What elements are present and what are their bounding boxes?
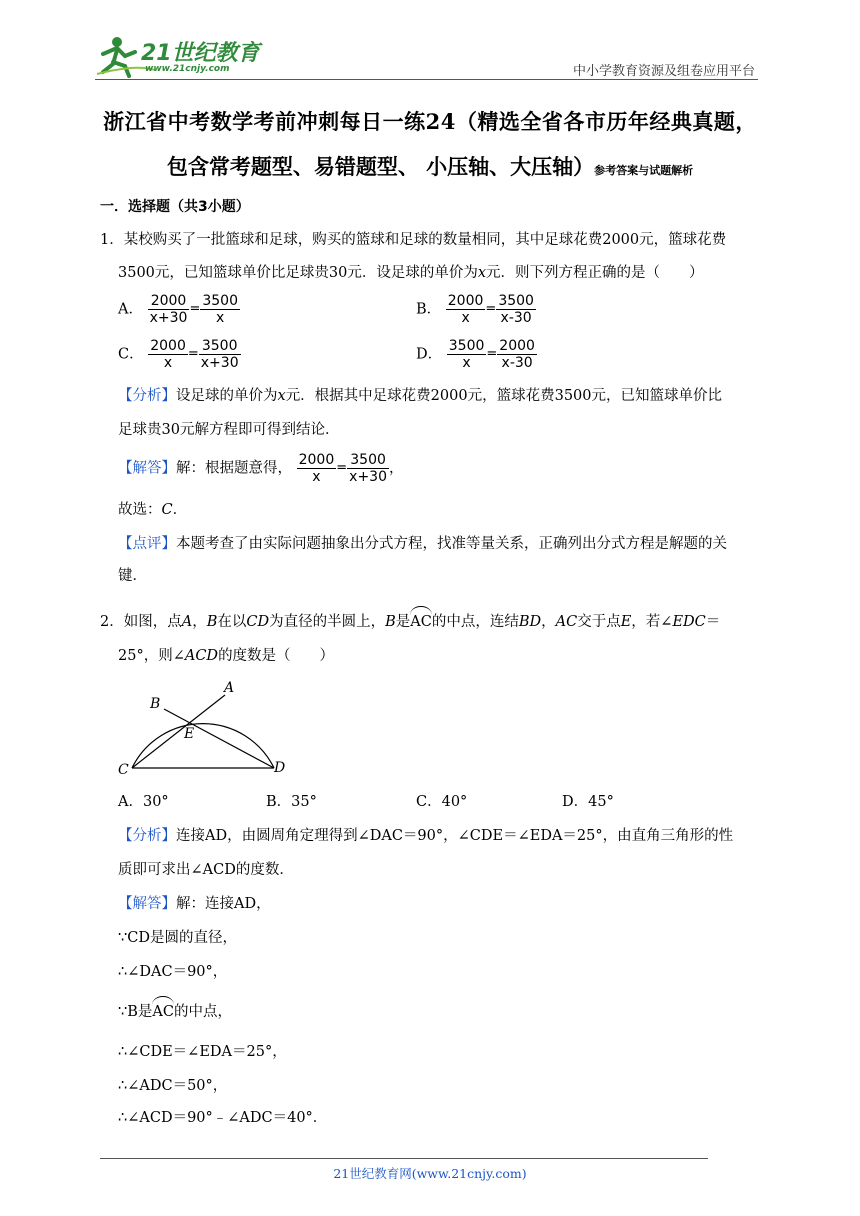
answer-tag: 【解答】 <box>118 896 176 912</box>
q2-answer: 【解答】解：连接AD， <box>118 896 271 912</box>
point-d-label: D <box>274 760 286 776</box>
comment-tag: 【点评】 <box>118 536 176 552</box>
answer-tag: 【解答】 <box>118 460 176 477</box>
q2-stem-line1: 2．如图，点A，B在以CD为直径的半圆上，B是AC的中点，连结BD，AC交于点E，若∠EDC＝ <box>100 614 721 630</box>
q1-stem-line2: 3500元，已知篮球单价比足球贵30元．设足球的单价为x元．则下列方程正确的是（ ） <box>118 265 704 281</box>
arc-ac-symbol: AC <box>410 614 432 630</box>
q1-option-a: A． $\frac{2000}{x+30}$ = $\frac{3500}{x}$ <box>118 293 238 326</box>
q1-stem-line1: 1．某校购买了一批篮球和足球，购买的篮球和足球的数量相同，其中足球花费2000元，篮球花费 <box>100 232 727 248</box>
logo-url: www.21cnjy.com <box>145 64 230 74</box>
q2-option-b: B．35° <box>266 794 317 810</box>
q1-option-c: C． $\frac{2000}{x}$ = $\frac{3500}{x+30}$ <box>118 338 239 371</box>
point-b-label: B <box>150 696 161 712</box>
q1-option-b: B． $\frac{2000}{x}$ = $\frac{3500}{x-30}$ <box>416 293 534 326</box>
header-divider <box>95 79 758 80</box>
arc-ac-symbol: AC <box>152 1004 174 1020</box>
section-heading: 一．选择题（共3小题） <box>100 199 250 215</box>
q1-answer: 【解答】解：根据题意得， $\frac{2000}{x}$ = $\frac{3500}{x+30}$ ， <box>118 452 404 485</box>
analysis-tag: 【分析】 <box>118 388 176 404</box>
q1-analysis-line1: 【分析】设足球的单价为x元．根据其中足球花费2000元，篮球花费3500元，已知篮球单价比 <box>118 388 722 404</box>
logo-title: 21世纪教育 <box>141 41 260 66</box>
q2-analysis-line1: 【分析】连接AD，由圆周角定理得到∠DAC＝90°，∠CDE＝∠EDA＝25°，由直角三角形的性 <box>118 828 734 844</box>
point-a-label: A <box>224 680 235 696</box>
q2-option-d: D．45° <box>562 794 614 810</box>
q1-comment-line2: 键． <box>118 568 147 584</box>
point-e-label: E <box>184 726 195 742</box>
footer-divider <box>100 1158 708 1159</box>
logo <box>95 34 265 78</box>
point-c-label: C <box>118 762 129 778</box>
q2-step-4: ∴∠CDE＝∠EDA＝25°， <box>118 1044 287 1060</box>
line-bd <box>164 709 274 768</box>
q2-option-a: A．30° <box>118 794 169 810</box>
q2-step-3: ∵B是AC的中点， <box>118 1004 232 1020</box>
q1-choice: 故选：C． <box>118 502 188 518</box>
q2-option-c: C．40° <box>416 794 468 810</box>
q1-comment-line1: 【点评】本题考查了由实际问题抽象出分式方程，找准等量关系，正确列出分式方程是解题的关 <box>118 536 727 552</box>
q2-step-2: ∴∠DAC＝90°， <box>118 964 228 980</box>
q2-step-1: ∵CD是圆的直径， <box>118 930 237 946</box>
doc-subtitle: 参考答案与试题解析 <box>594 164 694 177</box>
semicircle-figure <box>112 676 292 780</box>
q1-analysis-line2: 足球贵30元解方程即可得到结论． <box>118 422 340 438</box>
platform-name: 中小学教育资源及组卷应用平台 <box>572 64 755 79</box>
q2-step-5: ∴∠ADC＝50°， <box>118 1078 228 1094</box>
q2-analysis-line2: 质即可求出∠ACD的度数． <box>118 862 294 878</box>
line-ac <box>132 695 225 768</box>
analysis-tag: 【分析】 <box>118 828 176 844</box>
doc-title-line1: 浙江省中考数学考前冲刺每日一练24（精选全省各市历年经典真题， <box>103 109 757 134</box>
doc-title-line2: 包含常考题型、易错题型、 小压轴、大压轴）参考答案与试题解析 <box>166 154 694 179</box>
q1-option-d: D． $\frac{3500}{x}$ = $\frac{2000}{x-30}$ <box>416 338 535 371</box>
footer-link[interactable]: 21世纪教育网(www.21cnjy.com) <box>333 1166 527 1181</box>
q2-step-6: ∴∠ACD＝90°﹣∠ADC＝40°． <box>118 1110 328 1126</box>
q2-stem-line2: 25°，则∠ACD的度数是（ ） <box>118 648 335 664</box>
